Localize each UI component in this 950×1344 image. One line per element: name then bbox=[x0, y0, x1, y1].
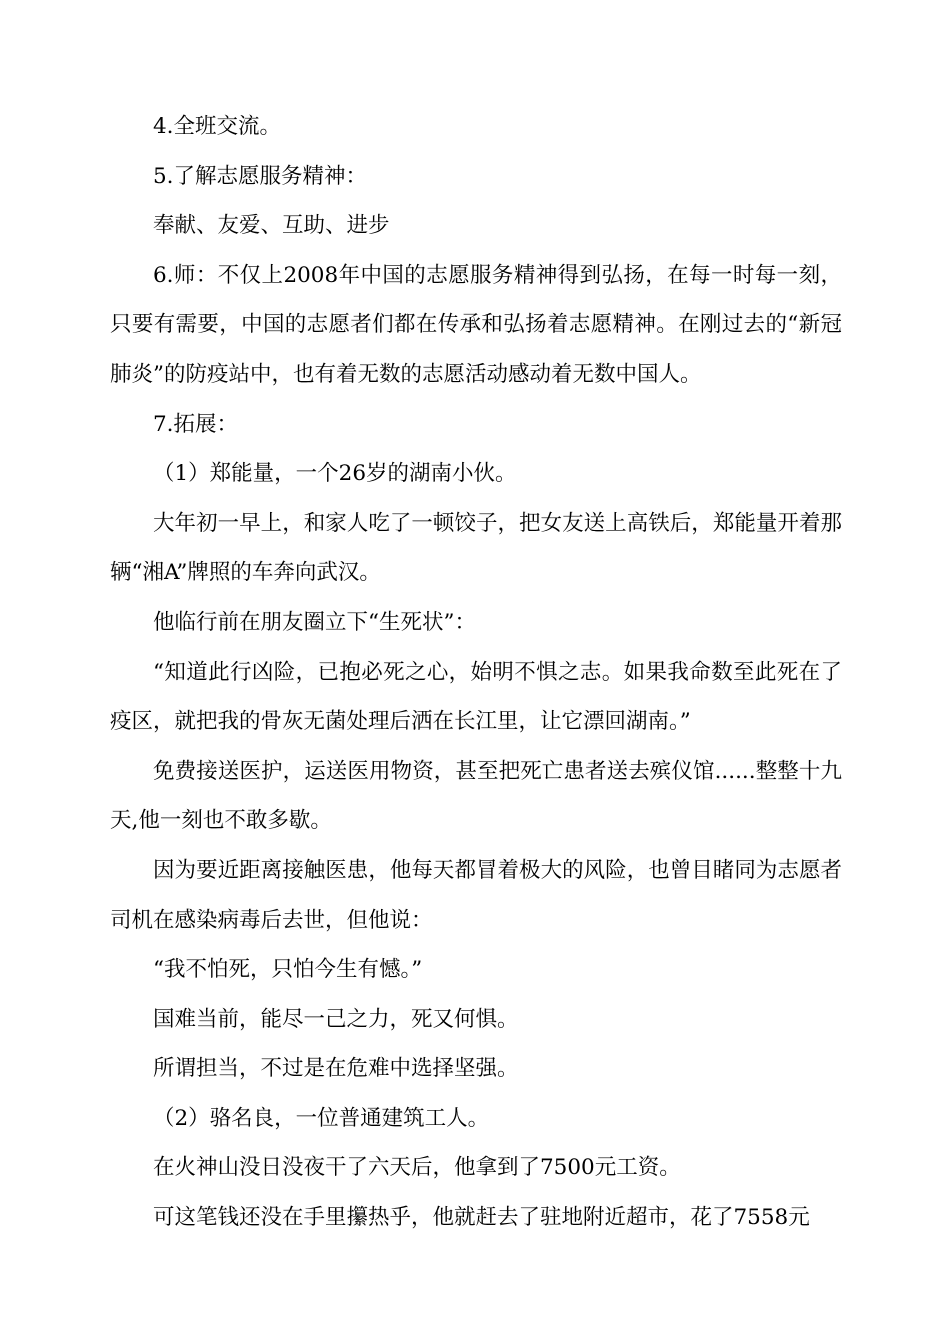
paragraph-6: （1）郑能量，一个26岁的湖南小伙。 bbox=[153, 461, 517, 487]
paragraph-16: 在火神山没日没夜干了六天后，他拿到了7500元工资。 bbox=[153, 1155, 681, 1181]
paragraph-10: 免费接送医护，运送医用物资，甚至把死亡患者送去殡仪馆......整整十九天,他一刻也不敢多歇。 bbox=[110, 758, 842, 834]
paragraph-15: （2）骆名良，一位普通建筑工人。 bbox=[153, 1105, 490, 1131]
paragraph-8: 他临行前在朋友圈立下“生死状”： bbox=[153, 609, 476, 635]
paragraph-17: 可这笔钱还没在手里攥热乎，他就赶去了驻地附近超市，花了7558元 bbox=[153, 1205, 810, 1231]
paragraph-1: 4.全班交流。 bbox=[153, 114, 282, 139]
paragraph-3: 奉献、友爱、互助、进步 bbox=[153, 213, 390, 239]
paragraph-13: 国难当前，能尽一己之力，死又何惧。 bbox=[153, 1006, 519, 1032]
paragraph-9: “知道此行凶险，已抱必死之心，始明不惧之志。如果我命数至此死在了疫区，就把我的骨灰无菌处理后洒在长江里，让它漂回湖南。” bbox=[110, 659, 842, 735]
paragraph-4: 6.师：不仅上2008年中国的志愿服务精神得到弘扬，在每一时每一刻，只要有需要，中国的志愿者们都在传承和弘扬着志愿精神。在刚过去的“新冠肺炎”的防疫站中，也有着无数的志愿活动感动着无数中国人。 bbox=[110, 262, 842, 387]
paragraph-12: “我不怕死，只怕今生有憾。” bbox=[153, 957, 423, 983]
paragraph-2: 5.了解志愿服务精神： bbox=[153, 163, 368, 189]
paragraph-7: 大年初一早上，和家人吃了一顿饺子，把女友送上高铁后，郑能量开着那辆“湘A”牌照的车奔向武汉。 bbox=[110, 510, 842, 586]
paragraph-14: 所谓担当，不过是在危难中选择坚强。 bbox=[153, 1056, 519, 1082]
paragraph-11: 因为要近距离接触医患，他每天都冒着极大的风险，也曾目睹同为志愿者司机在感染病毒后去世，但他说： bbox=[110, 857, 842, 933]
document-page bbox=[110, 102, 842, 1243]
paragraph-5: 7.拓展： bbox=[153, 411, 239, 437]
